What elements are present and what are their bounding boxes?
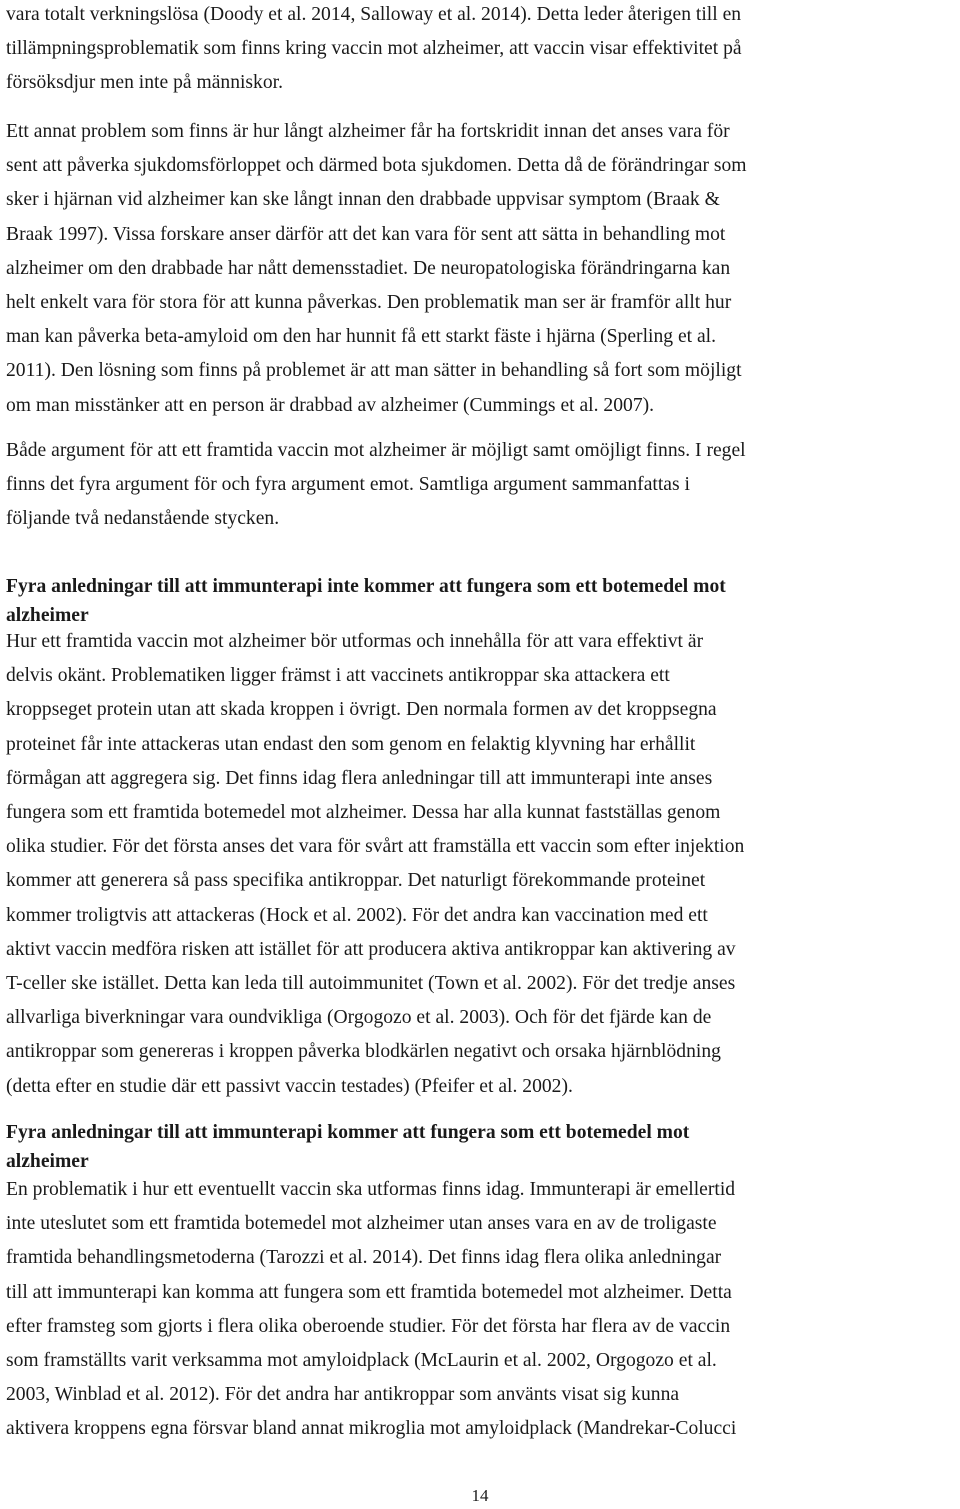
text-line: vara totalt verkningslösa (Doody et al. 2014, Salloway et al. 2014). Detta leder återigen till en [6, 4, 742, 25]
text-line: alzheimer om den drabbade har nått demensstadiet. De neuropatologiska förändringarna kan [6, 257, 731, 279]
text-line: helt enkelt vara för stora för att kunna påverkas. Den problematik man ser är framför allt hur [6, 292, 732, 314]
text-line: 2003, Winblad et al. 2012). För det andra har antikroppar som använts visat sig kunna [6, 1384, 680, 1406]
text-line: kommer att generera så pass specifika antikroppar. Det naturligt förekommande proteinet [6, 870, 706, 892]
text-line: efter framsteg som gjorts i flera olika oberoende studier. För det första har flera av de vaccin [6, 1315, 731, 1337]
text-line: man kan påverka beta-amyloid om den har hunnit få ett starkt fäste i hjärna (Sperling et al. [6, 326, 717, 348]
text-line: proteinet får inte attackeras utan endast den som genom en felaktig klyvning har erhållit [6, 733, 696, 755]
text-line: inte uteslutet som ett framtida botemedel mot alzheimer utan anses vara en av de troligaste [6, 1213, 717, 1235]
heading-line: Fyra anledningar till att immunterapi inte kommer att fungera som ett botemedel mot [6, 576, 726, 597]
text-line: (detta efter en studie där ett passivt vaccin testades) (Pfeifer et al. 2002). [6, 1075, 573, 1097]
paragraph-reasons-for [6, 1173, 956, 1447]
text-line: som framställts varit verksamma mot amyloidplack (McLaurin et al. 2002, Orgogozo et al. [6, 1350, 717, 1372]
paragraph-arguments-summary [6, 434, 956, 537]
text-line: fungera som ett framtida botemedel mot alzheimer. Dessa har alla kunnat fastställas genom [6, 802, 721, 824]
heading-line: Fyra anledningar till att immunterapi kommer att fungera som ett botemedel mot [6, 1122, 690, 1143]
text-line: kroppseget protein utan att skada kroppen i övrigt. Den normala formen av det kroppsegna [6, 699, 717, 721]
text-line: finns det fyra argument för och fyra argument emot. Samtliga argument sammanfattas i [6, 474, 690, 496]
text-line: förmågan att aggregera sig. Det finns idag flera anledningar till att immunterapi inte anses [6, 767, 713, 789]
text-line: sker i hjärnan vid alzheimer kan ske långt innan den drabbade uppvisar symptom (Braak & [6, 189, 720, 211]
text-line: 2011). Den lösning som finns på problemet är att man sätter in behandling så fort som möjligt [6, 360, 742, 382]
paragraph-vaccine-efficacy [6, 0, 956, 101]
heading-line: alzheimer [6, 1151, 89, 1172]
heading-line: alzheimer [6, 605, 89, 626]
text-line: delvis okänt. Problematiken ligger främst i att vaccinets antikroppar ska attackera ett [6, 665, 670, 687]
section-heading-against [6, 572, 956, 630]
text-line: olika studier. För det första anses det vara för svårt att framställa ett vaccin som efter injektion [6, 836, 745, 858]
paragraph-reasons-against [6, 625, 956, 1104]
text-line: försöksdjur men inte på människor. [6, 72, 283, 94]
text-line: allvarliga biverkningar vara oundvikliga (Orgogozo et al. 2003). Och för det fjärde kan de [6, 1007, 712, 1029]
page-number: 14 [471, 1486, 489, 1505]
paragraph-disease-progression [6, 115, 956, 423]
text-line: framtida behandlingsmetoderna (Tarozzi et al. 2014). Det finns idag flera olika anledningar [6, 1247, 722, 1269]
text-line: sent att påverka sjukdomsförloppet och därmed bota sjukdomen. Detta då de förändringar som [6, 155, 747, 177]
text-line: till att immunterapi kan komma att fungera som ett framtida botemedel mot alzheimer. Detta [6, 1281, 732, 1303]
text-line: aktivera kroppens egna försvar bland annat mikroglia mot amyloidplack (Mandrekar-Colucci [6, 1418, 737, 1440]
section-heading-for [6, 1118, 956, 1176]
text-line: Braak 1997). Vissa forskare anser därför att det kan vara för sent att sätta in behandling mot [6, 223, 726, 245]
text-line: Hur ett framtida vaccin mot alzheimer bör utformas och innehålla för att vara effektivt är [6, 631, 704, 652]
text-line: kommer troligtvis att attackeras (Hock et al. 2002). För det andra kan vaccination med ett [6, 904, 708, 926]
text-line: aktivt vaccin medföra risken att istället för att producera aktiva antikroppar kan aktivering av [6, 938, 736, 960]
text-line: följande två nedanstående stycken. [6, 508, 280, 530]
text-line: T-celler ske istället. Detta kan leda till autoimmunitet (Town et al. 2002). För det tredje anses [6, 973, 736, 995]
text-line: tillämpningsproblematik som finns kring vaccin mot alzheimer, att vaccin visar effektivitet på [6, 38, 742, 60]
text-line: En problematik i hur ett eventuellt vaccin ska utformas finns idag. Immunterapi är emellertid [6, 1179, 736, 1200]
text-line: Både argument för att ett framtida vaccin mot alzheimer är möjligt samt omöjligt finns. I regel [6, 440, 746, 461]
text-line: Ett annat problem som finns är hur långt alzheimer får ha fortskridit innan det anses vara för [6, 121, 730, 142]
text-line: antikroppar som genereras i kroppen påverka blodkärlen negativt och orsaka hjärnblödning [6, 1041, 721, 1063]
text-line: om man misstänker att en person är drabbad av alzheimer (Cummings et al. 2007). [6, 394, 655, 416]
